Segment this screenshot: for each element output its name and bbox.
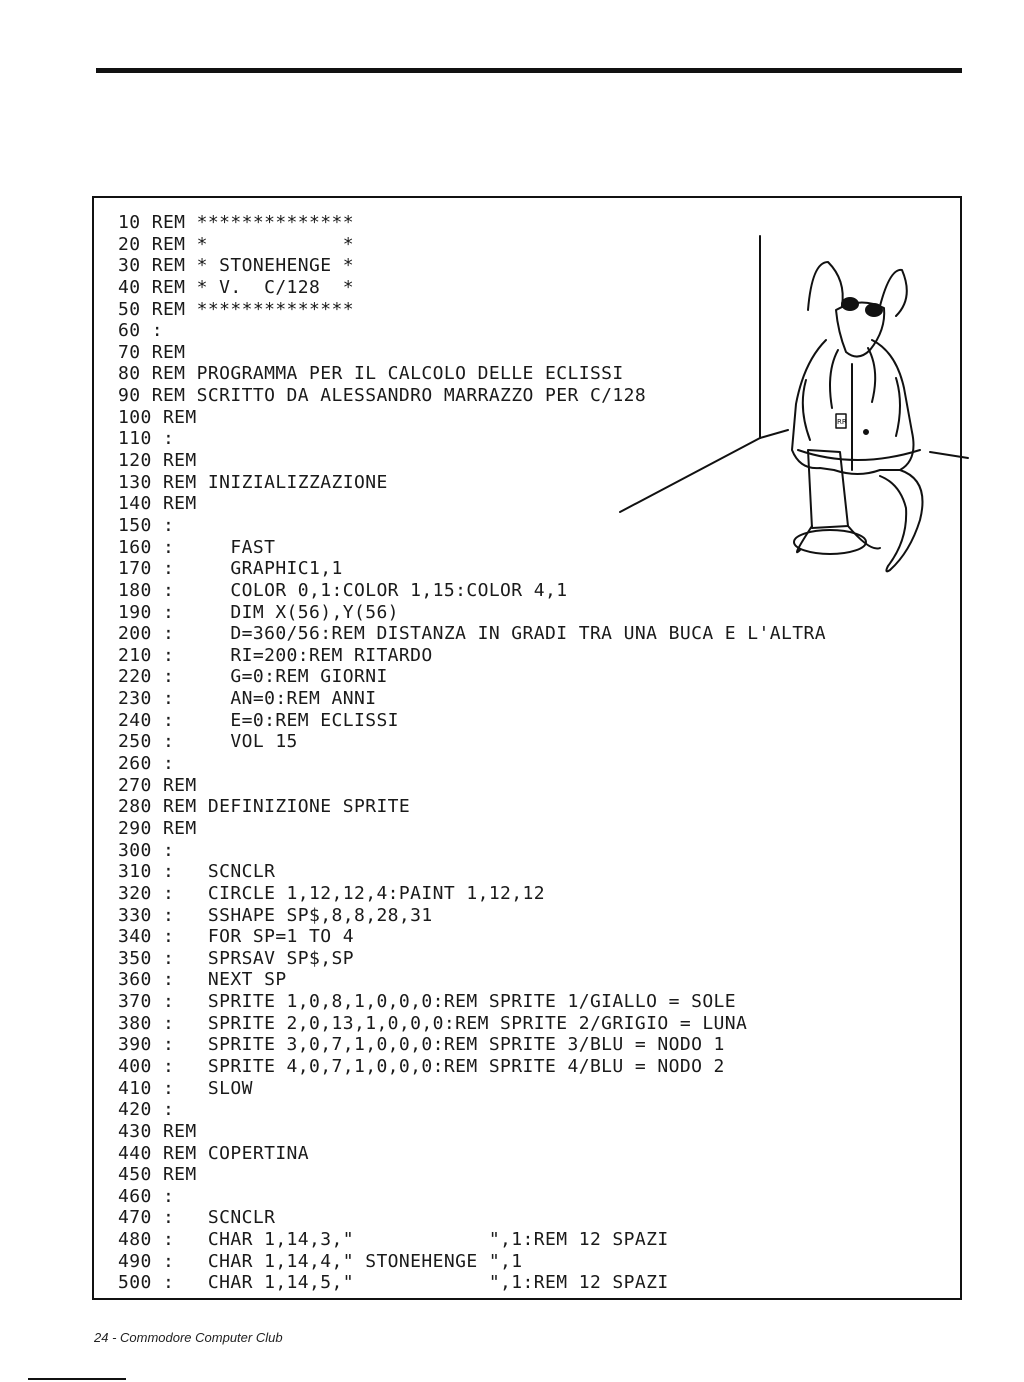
listing-line: 280 REM DEFINIZIONE SPRITE	[118, 796, 411, 818]
listing-line: 240 : E=0:REM ECLISSI	[118, 709, 399, 731]
listing-line: 370 : SPRITE 1,0,8,1,0,0,0:REM SPRITE 1/GIALLO = SOLE	[118, 991, 737, 1013]
bottom-rule	[28, 1378, 126, 1380]
listing-line: 140 REM	[118, 493, 197, 515]
floor-line-left	[620, 438, 760, 512]
listing-line: 300 :	[118, 839, 175, 861]
listing-line: 10 REM **************	[118, 212, 354, 233]
listing-line: 120 REM	[118, 450, 197, 472]
coat-lapel-left	[830, 350, 838, 408]
listing-line: 260 :	[118, 753, 175, 775]
listing-line: 490 : CHAR 1,14,4," STONEHENGE ",1	[118, 1250, 523, 1272]
mouse-tail	[880, 470, 923, 571]
page-footer: 24 - Commodore Computer Club	[94, 1330, 283, 1345]
listing-line: 100 REM	[118, 406, 197, 428]
listing-line: 480 : CHAR 1,14,3," ",1:REM 12 SPAZI	[118, 1229, 669, 1251]
sunglasses-left-lens	[842, 298, 858, 310]
listing-line: 430 REM	[118, 1120, 197, 1142]
listing-line: 210 : RI=200:REM RITARDO	[118, 644, 433, 666]
left-ear	[808, 262, 843, 310]
listing-line: 330 : SSHAPE SP$,8,8,28,31	[118, 904, 433, 926]
listing-line: 340 : FOR SP=1 TO 4	[118, 926, 354, 948]
listing-line: 40 REM * V. C/128 *	[118, 276, 354, 298]
listing-line: 70 REM	[118, 341, 186, 363]
listing-line: 190 : DIM X(56),Y(56)	[118, 601, 399, 623]
listing-line: 20 REM * *	[118, 233, 354, 255]
coat-badge-text: RR	[837, 418, 847, 426]
listing-line: 270 REM	[118, 774, 197, 796]
listing-line: 290 REM	[118, 817, 197, 839]
listing-line: 310 : SCNCLR	[118, 861, 276, 883]
listing-line: 400 : SPRITE 4,0,7,1,0,0,0:REM SPRITE 4/BLU = NODO 2	[118, 1055, 725, 1077]
listing-line: 360 : NEXT SP	[118, 969, 287, 991]
listing-line: 500 : CHAR 1,14,5," ",1:REM 12 SPAZI	[118, 1272, 669, 1294]
floor-line-right	[760, 430, 788, 438]
listing-line: 470 : SCNCLR	[118, 1207, 276, 1229]
listing-line: 130 REM INIZIALIZZAZIONE	[118, 471, 388, 493]
listing-line: 450 REM	[118, 1164, 197, 1186]
listing-line: 350 : SPRSAV SP$,SP	[118, 947, 354, 969]
listing-line: 30 REM * STONEHENGE *	[118, 255, 354, 277]
stool-base-ring	[794, 530, 866, 554]
listing-line: 90 REM SCRITTO DA ALESSANDRO MARRAZZO PER C/128	[118, 385, 647, 407]
coat-lapel-right	[868, 348, 875, 402]
listing-line: 250 : VOL 15	[118, 731, 298, 753]
stool-seat	[808, 450, 848, 528]
right-arm	[896, 378, 900, 436]
listing-line: 160 : FAST	[118, 536, 276, 558]
listing-line: 80 REM PROGRAMMA PER IL CALCOLO DELLE ECLISSI	[118, 363, 624, 385]
listing-line: 460 :	[118, 1185, 175, 1207]
left-arm	[803, 380, 810, 440]
listing-line: 420 :	[118, 1099, 175, 1121]
coat-button	[864, 430, 868, 434]
listing-line: 230 : AN=0:REM ANNI	[118, 688, 377, 710]
listing-line: 50 REM **************	[118, 298, 354, 320]
listing-line: 170 : GRAPHIC1,1	[118, 558, 343, 580]
listing-line: 320 : CIRCLE 1,12,12,4:PAINT 1,12,12	[118, 882, 546, 904]
listing-line: 60 :	[118, 320, 163, 342]
floor-line-right-far	[930, 452, 968, 458]
listing-line: 410 : SLOW	[118, 1077, 253, 1099]
listing-line: 380 : SPRITE 2,0,13,1,0,0,0:REM SPRITE 2/GRIGIO = LUNA	[118, 1012, 748, 1034]
listing-line: 150 :	[118, 514, 175, 536]
listing-line: 440 REM COPERTINA	[118, 1142, 310, 1164]
sunglasses-right-lens	[866, 304, 882, 316]
listing-line: 220 : G=0:REM GIORNI	[118, 666, 388, 688]
listing-line: 200 : D=360/56:REM DISTANZA IN GRADI TRA UNA BUCA E L'ALTRA	[118, 623, 826, 645]
listing-line: 390 : SPRITE 3,0,7,1,0,0,0:REM SPRITE 3/BLU = NODO 1	[118, 1034, 725, 1056]
listing-line: 110 :	[118, 428, 175, 450]
listing-line: 180 : COLOR 0,1:COLOR 1,15:COLOR 4,1	[118, 579, 568, 601]
